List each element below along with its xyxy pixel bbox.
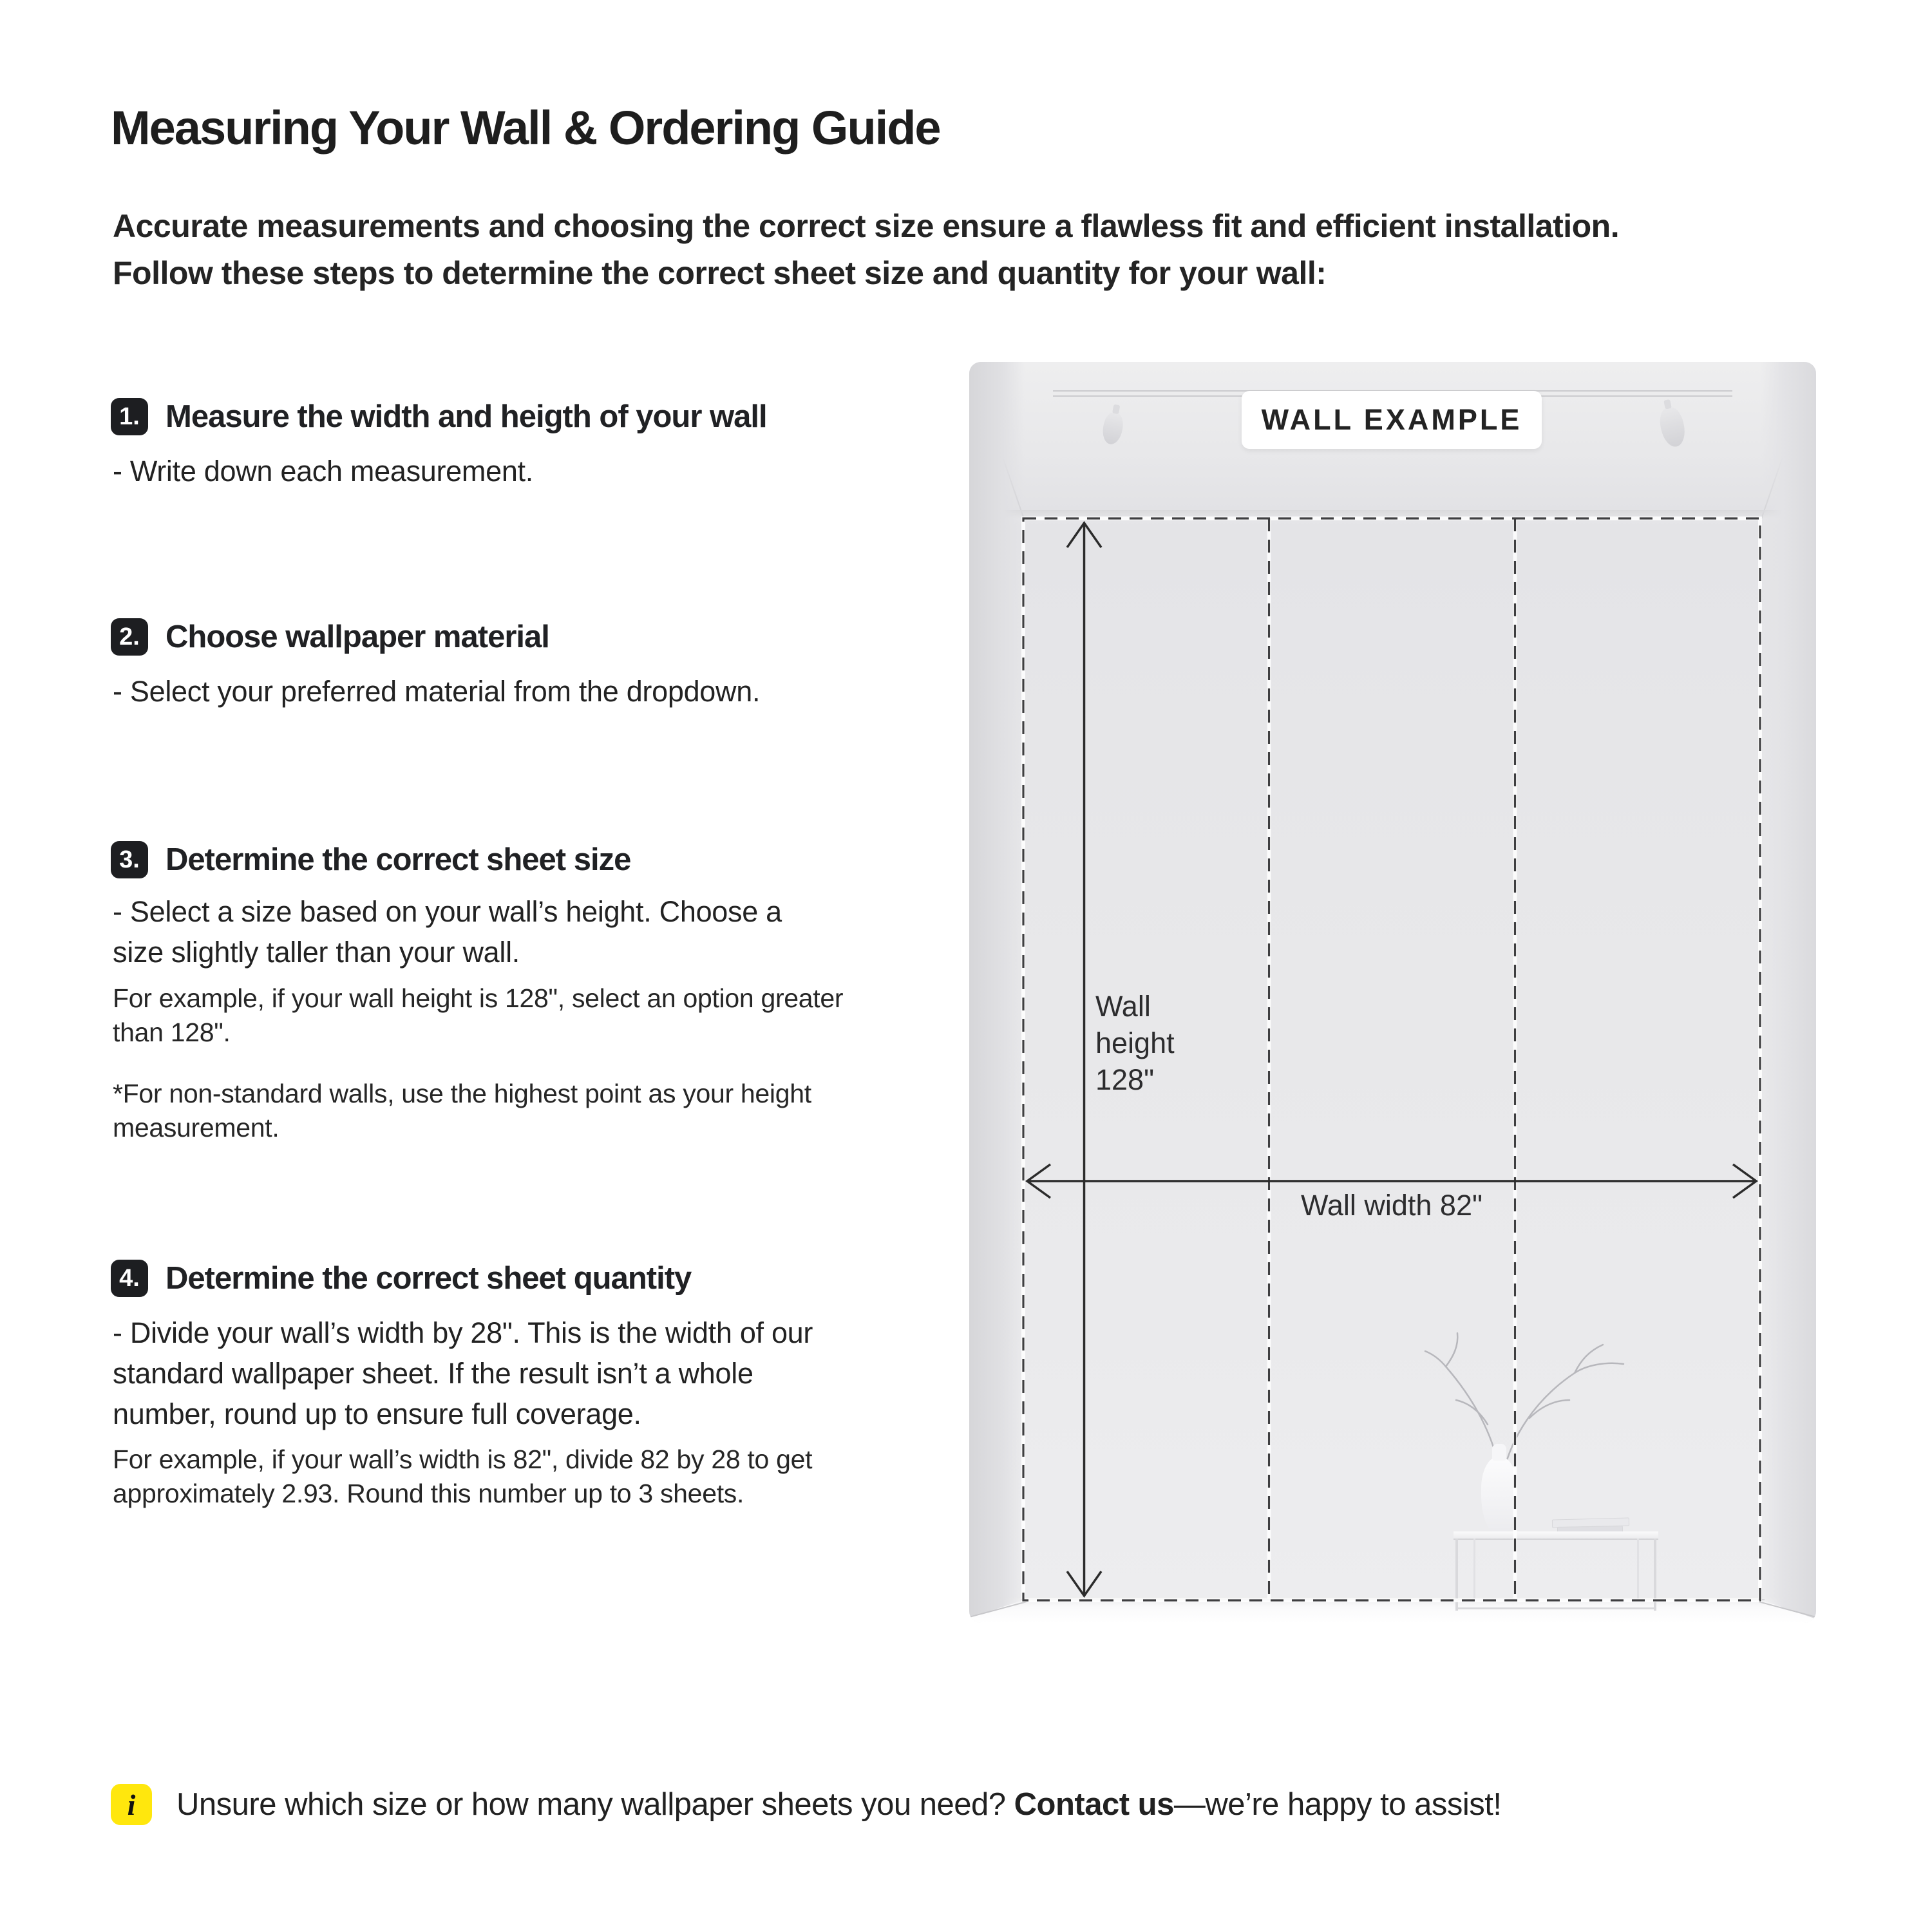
wall-width-label: Wall width 82": [1301, 1189, 1482, 1222]
step-example-line: than 128".: [113, 1018, 231, 1047]
info-icon: i: [111, 1784, 152, 1825]
step-desc-line: - Select your preferred material from the dropdown.: [113, 675, 761, 708]
step-desc-line: number, round up to ensure full coverage.: [113, 1397, 641, 1430]
step-4-example: [113, 1443, 812, 1511]
page-title: Measuring Your Wall & Ordering Guide: [111, 101, 940, 155]
step-example-line: For example, if your wall height is 128", select an option greater: [113, 983, 844, 1013]
step-1-title: Measure the width and heigth of your wall: [166, 399, 767, 434]
step-3-heading: [111, 841, 630, 878]
step-note-line: measurement.: [113, 1113, 279, 1142]
step-desc-line: size slightly taller than your wall.: [113, 936, 520, 969]
wall-height-label-line: Wall: [1095, 990, 1151, 1023]
wall-height-label-line: 128": [1095, 1063, 1155, 1096]
help-text-before: Unsure which size or how many wallpaper sheets you need?: [176, 1787, 1014, 1822]
step-3-description: [113, 891, 782, 972]
step-example-line: approximately 2.93. Round this number up to 3 sheets.: [113, 1479, 744, 1508]
step-desc-line: - Divide your wall’s width by 28". This is the width of our: [113, 1316, 813, 1349]
help-text: [176, 1786, 1502, 1823]
wall-example-photo: [969, 362, 1816, 1623]
wall-height-label-line: height: [1095, 1027, 1175, 1059]
step-desc-line: - Select a size based on your wall’s height. Choose a: [113, 895, 782, 928]
wall-example-label: WALL EXAMPLE: [1242, 391, 1542, 449]
step-1-number-badge: 1.: [111, 398, 148, 435]
contact-us-link[interactable]: Contact us: [1014, 1787, 1174, 1822]
step-2-description: [113, 671, 760, 712]
step-2-number-badge: 2.: [111, 618, 148, 656]
step-note-line: *For non-standard walls, use the highest point as your height: [113, 1079, 811, 1108]
intro-paragraph: [113, 203, 1619, 297]
wall-height-label: [1095, 988, 1175, 1098]
step-2-title: Choose wallpaper material: [166, 620, 549, 654]
step-example-line: For example, if your wall’s width is 82", divide 82 by 28 to get: [113, 1444, 813, 1474]
step-2-heading: [111, 618, 549, 656]
help-text-after: —we’re happy to assist!: [1173, 1787, 1502, 1822]
step-3-number-badge: 3.: [111, 841, 148, 878]
step-4-number-badge: 4.: [111, 1260, 148, 1297]
help-banner: [111, 1784, 1502, 1825]
step-desc-line: - Write down each measurement.: [113, 455, 533, 488]
step-3-example: [113, 981, 843, 1050]
step-4-heading: [111, 1260, 691, 1297]
step-desc-line: standard wallpaper sheet. If the result isn’t a whole: [113, 1357, 753, 1390]
step-3-note: [113, 1077, 811, 1145]
step-4-description: [113, 1312, 813, 1434]
step-1-heading: [111, 398, 767, 435]
step-3-title: Determine the correct sheet size: [166, 842, 631, 877]
intro-line: Accurate measurements and choosing the correct size ensure a flawless fit and efficient installation.: [113, 208, 1620, 244]
intro-line: Follow these steps to determine the correct sheet size and quantity for your wall:: [113, 255, 1327, 291]
step-4-title: Determine the correct sheet quantity: [166, 1261, 692, 1296]
step-1-description: [113, 451, 533, 491]
